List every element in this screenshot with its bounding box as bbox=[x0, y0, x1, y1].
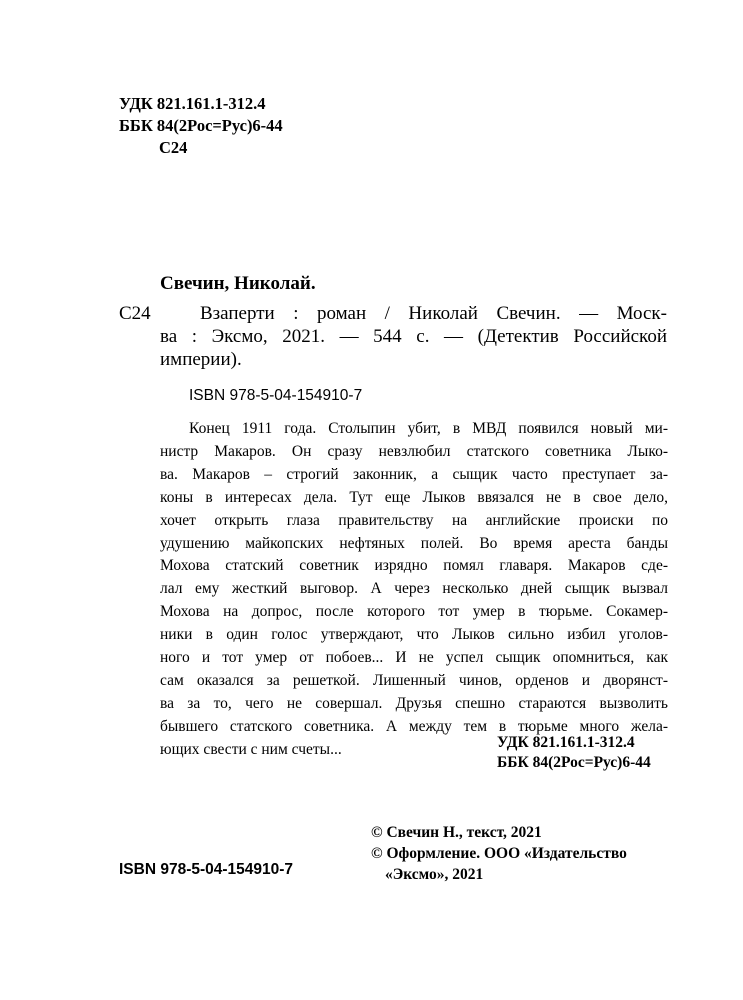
annotation-line: коны в интересах дела. Тут еще Лыков ввязался не в свое дело, bbox=[160, 488, 668, 506]
annotation-line: ного и тот умер от побоев... И не успел сыщик опомниться, как bbox=[160, 649, 668, 667]
annotation-line: хочет открыть глаза правительству на английские происки по bbox=[160, 511, 668, 529]
copyright-design: © Оформление. ООО «Издательство bbox=[371, 845, 627, 862]
annotation-line: Мохова на допрос, после которого тот умер в тюрьме. Сокамер- bbox=[160, 603, 668, 621]
annotation-line: бывшего статского советника. А между тем в тюрьме много жела- bbox=[160, 717, 668, 735]
annotation-line: Мохова статский советник изрядно помял главаря. Макаров сде- bbox=[160, 557, 668, 575]
annotation-line: ва. Макаров – строгий законник, а сыщик часто преступает за- bbox=[160, 465, 668, 483]
annotation-line: лал ему жесткий выговор. А через несколько дней сыщик вызвал bbox=[160, 580, 668, 598]
bbk-code: ББК 84(2Рос=Рус)6-44 bbox=[497, 754, 651, 771]
author-mark-bib: С24 bbox=[119, 303, 151, 324]
copyright-text: © Свечин Н., текст, 2021 bbox=[371, 824, 542, 841]
isbn-bottom: ISBN 978-5-04-154910-7 bbox=[119, 861, 294, 878]
author-heading: Свечин, Николай. bbox=[160, 273, 316, 294]
annotation-line: ющих свести с ним счеты... bbox=[160, 740, 342, 758]
classification-block-top bbox=[119, 93, 283, 159]
annotation-line: нистр Макаров. Он сразу невзлюбил статского советника Лыко- bbox=[160, 442, 668, 460]
annotation-line: ники в один голос утверждают, что Лыков сильно избил уголов- bbox=[160, 626, 668, 644]
annotation-line: удушению майкопских нефтяных полей. Во время ареста банды bbox=[160, 534, 668, 552]
bib-line: ва : Эксмо, 2021. — 544 с. — (Детектив Российской bbox=[160, 326, 667, 347]
annotation-line: Конец 1911 года. Столыпин убит, в МВД появился новый ми- bbox=[189, 420, 668, 437]
bbk-code: ББК 84(2Рос=Рус)6-44 bbox=[119, 116, 283, 135]
udk-code: УДК 821.161.1-312.4 bbox=[119, 94, 266, 113]
bib-line: империи). bbox=[160, 349, 242, 370]
udk-code: УДК 821.161.1-312.4 bbox=[497, 734, 635, 751]
annotation-line: ва за то, чего не совершал. Друзья спешно стараются вызволить bbox=[160, 694, 668, 712]
annotation bbox=[160, 418, 668, 762]
bibliographic-description bbox=[160, 302, 667, 371]
copyright-block bbox=[371, 822, 627, 885]
annotation-line: сам оказался за решеткой. Лишенный чинов, орденов и дворянст- bbox=[160, 671, 668, 689]
isbn: ISBN 978-5-04-154910-7 bbox=[189, 387, 363, 404]
classification-block-bottom bbox=[497, 733, 651, 773]
copyright-publisher: «Эксмо», 2021 bbox=[385, 866, 484, 883]
bib-line: Взаперти : роман / Николай Свечин. — Моск- bbox=[200, 303, 667, 324]
author-mark: С24 bbox=[159, 138, 188, 157]
